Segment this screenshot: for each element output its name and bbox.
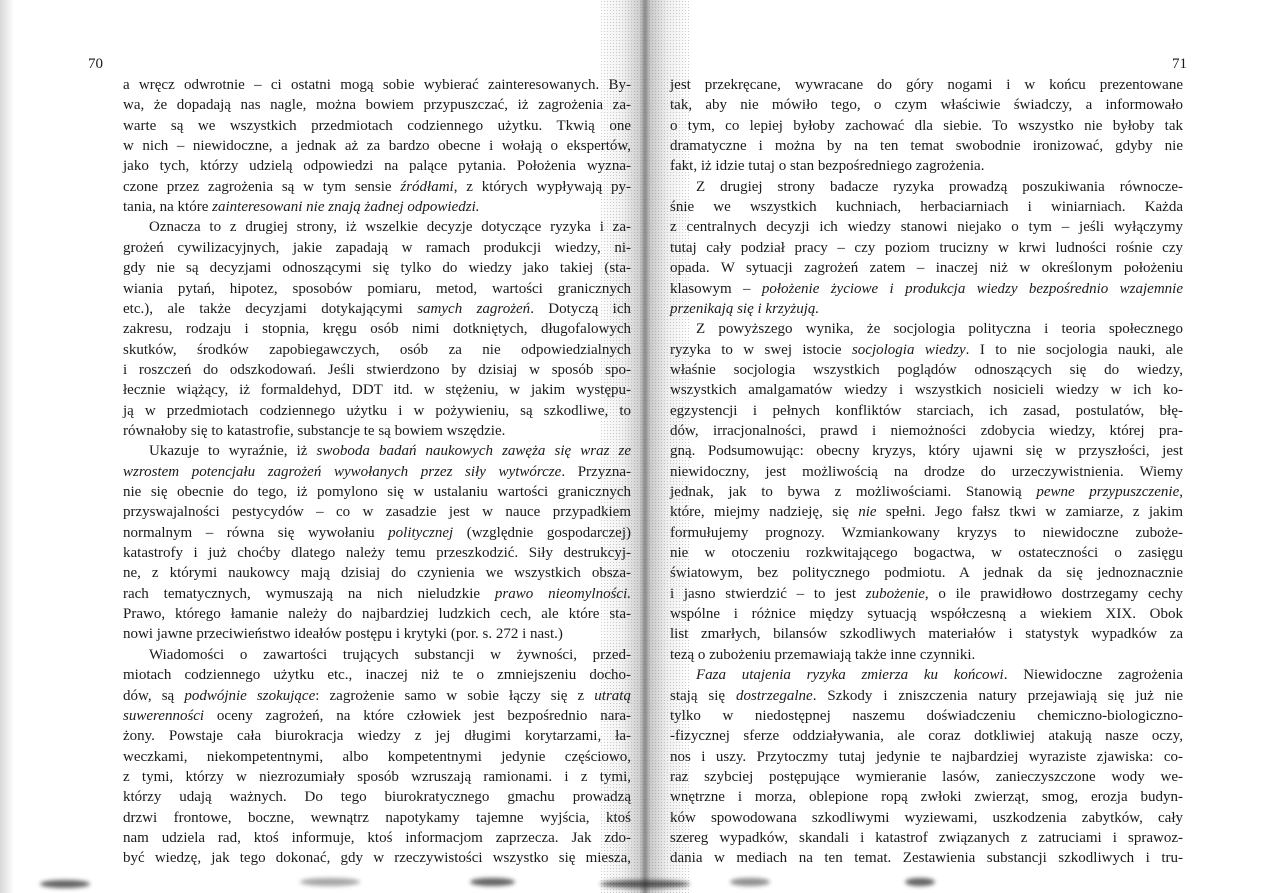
- scan-smudge: [300, 878, 360, 886]
- text-run: oceny zagrożeń, na które człowiek jest bezpośrednio nara-: [204, 707, 631, 724]
- text-line: [670, 217, 1183, 237]
- scan-smudge: [730, 878, 770, 886]
- text-line: [123, 624, 631, 644]
- scan-smudge: [40, 880, 90, 888]
- text-line: [670, 645, 1183, 665]
- text-run: weczkami, niekompetentnymi, albo kompetentnymi jedynie częściowo,: [123, 748, 631, 765]
- text-line: [123, 279, 631, 299]
- text-run: warte są we wszystkich przedmiotach codziennego użytku. Tkwią one: [123, 117, 631, 134]
- text-line: [670, 75, 1183, 95]
- text-line: [123, 319, 631, 339]
- text-line: [149, 441, 631, 461]
- text-line: [123, 75, 631, 95]
- text-run: gdy nie są decyzjami odnoszącymi się tylko do wiedzy jako takiej (sta-: [123, 260, 631, 277]
- text-line: [123, 848, 631, 868]
- text-run: opada. W sytuacji zagrożeń zatem – inaczej niż w określonym położeniu: [670, 260, 1183, 277]
- italic-text-run: dostrzegalne: [736, 687, 813, 704]
- text-line: [123, 543, 631, 563]
- italic-text-run: politycznej: [388, 524, 454, 541]
- text-run: śnie we wszystkich kuchniach, herbaciarniach i winiarniach. Każda: [670, 199, 1183, 216]
- text-run: nos i uszy. Przytoczmy tutaj jedynie te najbardziej wyraziste zjawiska: co-: [670, 748, 1183, 765]
- italic-text-run: suwerenności: [123, 707, 205, 724]
- text-run: wnętrzne i morza, oblepione ropą zwłoki zwierząt, smog, erozja budyn-: [670, 789, 1183, 806]
- text-line: [670, 828, 1183, 848]
- text-line: [670, 543, 1183, 563]
- text-run: Oznacza to z drugiej strony, iż wszelkie decyzje dotyczące ryzyka i za-: [149, 219, 631, 236]
- text-line: [696, 665, 1183, 685]
- text-line: [123, 116, 631, 136]
- text-run: nowi jawne przeciwieństwo ideałów postępu i krytyki (por. s. 272 i nast.): [123, 626, 563, 643]
- text-run: ją w przedmiotach codziennego użytku i w pożywieniu, są szkodliwe, to: [123, 402, 631, 419]
- text-run: które, miejmy nadzieję, się: [670, 504, 859, 521]
- text-line: [670, 299, 1183, 319]
- text-line: [123, 95, 631, 115]
- text-run: i roszczeń do odszkodowań. Jeśli stwierdzono by dzisiaj w sposób spo-: [123, 361, 631, 378]
- text-line: [123, 726, 631, 746]
- text-line: [670, 624, 1183, 644]
- text-run: niewidoczny, jest możliwością na drodze do urzeczywistnienia. Wiemy: [670, 463, 1183, 480]
- scan-left-edge: [0, 0, 14, 893]
- text-run: : zagrożenie samo w sobie łączy się z: [315, 687, 595, 704]
- text-run: tania, na które: [123, 199, 213, 216]
- page-number-right: 71: [1172, 56, 1187, 72]
- text-line: [123, 177, 631, 197]
- text-run: tezą o zubożeniu przemawiają także inne czynniki.: [670, 646, 976, 663]
- text-line: [670, 584, 1183, 604]
- text-line: [123, 686, 631, 706]
- text-line: [123, 665, 631, 685]
- text-line: [149, 217, 631, 237]
- text-line: [670, 482, 1183, 502]
- text-run: wa, że dopadają nas nagle, można bowiem przypuszczać, iż zagrożenia za-: [123, 97, 631, 114]
- text-run: dramatyczne i można by na ten temat swobodnie ironizować, gdyby nie: [670, 138, 1183, 155]
- text-run: katastrofy i już choćby dlatego należy temu przeszkodzić. Siły destrukcyj-: [123, 545, 631, 562]
- text-run: wspólne i różnice między sytuacją współczesną a wiekiem XIX. Obok: [670, 606, 1183, 623]
- text-line: [670, 808, 1183, 828]
- text-line: [123, 197, 631, 217]
- italic-text-run: samych zagrożeń: [417, 300, 531, 317]
- text-line: [670, 523, 1183, 543]
- text-run: normalnym – równa się wywołaniu: [123, 524, 389, 541]
- text-line: [670, 238, 1183, 258]
- text-line: [123, 136, 631, 156]
- text-line: [670, 686, 1183, 706]
- text-run: , o ile prawidłowo dostrzegamy cechy: [924, 585, 1183, 602]
- text-line: [670, 380, 1183, 400]
- text-line: [670, 279, 1183, 299]
- text-run: nie się obecnie do tego, iż pomylono się w ustalaniu wartości granicznych: [123, 484, 631, 500]
- text-line: [123, 808, 631, 828]
- text-line: [670, 726, 1183, 746]
- text-line: [670, 767, 1183, 787]
- text-run: drzwi frontowe, boczne, wewnątrz napotykamy tajemne wyjścia, ktoś: [123, 809, 631, 826]
- text-run: . Szkody i zniszczenia natury przejawiają się już nie: [812, 687, 1183, 704]
- text-line: [123, 340, 631, 360]
- text-run: , z których wypływają py-: [453, 178, 631, 195]
- text-line: [670, 604, 1183, 624]
- text-run: . Dotyczą ich: [530, 300, 631, 317]
- text-run: (względnie gospodarczej): [453, 524, 631, 541]
- text-line: [123, 258, 631, 278]
- text-line: [670, 258, 1183, 278]
- text-line: [670, 197, 1183, 217]
- text-run: a wręcz odwrotnie – ci ostatni mogą sobie wybierać zainteresowanych. By-: [123, 77, 631, 93]
- text-line: [670, 360, 1183, 380]
- italic-text-run: prawo nieomylności.: [494, 585, 631, 602]
- text-line: [123, 747, 631, 767]
- italic-text-run: przenikają się i krzyżują.: [670, 300, 820, 317]
- text-run: list zmarłych, bilansów szkodliwych materiałów i statystyk wypadków za: [670, 626, 1183, 643]
- text-run: grożeń cywilizacyjnych, jakie zapadają w ramach produkcji wiedzy, ni-: [123, 239, 631, 256]
- text-run: zakresu, rodzaju i stopnia, kręgu osób nimi dotkniętych, długofalowych: [123, 321, 631, 338]
- text-run: wszystkich amalgamatów wiedzy i wszystkich nosicieli wiedzy w ich ko-: [670, 382, 1183, 399]
- text-line: [123, 401, 631, 421]
- text-line: [670, 116, 1183, 136]
- text-line: [670, 421, 1183, 441]
- italic-text-run: położenie życiowe i produkcja wiedzy bezpośrednio wzajemnie: [761, 280, 1183, 297]
- text-run: właśnie socjologia wszystkich poglądów odnoszących się do wiedzy,: [670, 361, 1183, 378]
- text-run: spełni. Jego fałsz tkwi w zamiarze, z jakim: [876, 504, 1183, 521]
- text-run: łecznie wiążący, iż formaldehyd, DDT itd. w stężeniu, w jakim występu-: [123, 382, 631, 399]
- italic-text-run: pewne przypuszczenie: [1036, 484, 1180, 500]
- italic-text-run: podwójnie szokujące: [184, 687, 316, 704]
- italic-text-run: źródłami: [400, 178, 454, 195]
- text-run: jako tych, którzy udzielą odpowiedzi na palące pytania. Położenia wyzna-: [123, 158, 631, 175]
- text-run: gną. Podsumowując: obecny kryzys, który ujawni się w przyszłości, jest: [670, 443, 1183, 460]
- italic-text-run: swoboda badań naukowych zawęża się wraz ze: [316, 443, 631, 460]
- text-run: jest przekręcane, wywracane do góry nogami i w końcu prezentowane: [670, 77, 1183, 93]
- text-line: [670, 462, 1183, 482]
- text-run: dania w mediach na ten temat. Zestawienia substancji szkodliwych i tru-: [670, 850, 1183, 867]
- text-run: . Niewidoczne zagrożenia: [1003, 667, 1183, 684]
- text-line: [670, 848, 1183, 868]
- italic-text-run: utratą: [594, 687, 631, 704]
- text-run: czone przez zagrożenia są w tym sensie: [123, 178, 401, 195]
- text-line: [123, 787, 631, 807]
- text-line: [123, 462, 631, 482]
- text-run: formułujemy prognozy. Wzmiankowany kryzys to niewidoczne zuboże-: [670, 524, 1183, 541]
- text-run: Prawo, którego łamanie należy do najbardziej ludzkich cech, ale które sta-: [123, 606, 631, 623]
- text-run: klasowym –: [670, 280, 762, 297]
- text-line: [696, 319, 1183, 339]
- text-run: tutaj cały podział pracy – czy poziom trucizny w krwi ludności rośnie czy: [670, 239, 1183, 256]
- text-run: -fizycznej sferze oddziaływania, ale coraz dotkliwiej atakują nasze oczy,: [670, 728, 1183, 745]
- text-run: miotach codziennego użytku etc., inaczej niż te o zmniejszeniu docho-: [123, 667, 631, 684]
- text-line: [123, 156, 631, 176]
- text-run: etc.), ale także decyzjami dotykającymi: [123, 300, 418, 317]
- text-line: [670, 340, 1183, 360]
- text-line: [670, 747, 1183, 767]
- text-run: wiania pytań, hipotez, sposobów pomiaru, metod, wartości granicznych: [123, 280, 631, 297]
- text-run: nie w otoczeniu rozkwitającego bogactwa, w ostateczności o zasięgu: [670, 545, 1183, 562]
- text-run: z tymi, którzy w niezrozumiały sposób wzruszają ramionami. i z tymi,: [123, 768, 631, 785]
- text-run: raz szybciej postępujące wymieranie lasów, zanieczyszczone wody we-: [670, 768, 1183, 785]
- text-run: . I to nie socjologia nauki, ale: [965, 341, 1183, 358]
- text-run: przyswajalności pestycydów – co w zasadzie jest w nauce przypadkiem: [123, 504, 631, 521]
- text-line: [123, 380, 631, 400]
- text-run: z centralnych decyzji ich wiedzy stanowi niejako o tym – jeśli wyłączymy: [670, 219, 1183, 236]
- italic-text-run: socjologia wiedzy: [851, 341, 966, 358]
- text-run: Wiadomości o zawartości trujących substancji w żywności, przed-: [149, 646, 631, 663]
- text-run: w nich – niewidoczne, a jednak aż za bardzo obecne i wołają o ekspertów,: [123, 138, 631, 155]
- text-run: równałoby się to katastrofie, substancje te są bowiem wszędzie.: [123, 422, 506, 439]
- text-run: ,: [1179, 484, 1183, 500]
- text-line: [123, 604, 631, 624]
- text-line: [123, 584, 631, 604]
- text-line: [670, 156, 1183, 176]
- text-run: być wiedzę, jak tego dokonać, gdy w rzeczywistości wszystko się miesza,: [123, 850, 631, 867]
- text-run: ne, z którymi naukowcy mają dzisiaj do czynienia we wszystkich obsza-: [123, 565, 631, 582]
- text-run: nam udziela rad, ktoś informuje, ktoś informacjom zaprzecza. Jak zdo-: [123, 829, 631, 846]
- text-run: rach tematycznych, wymuszają na nich nieludzkie: [123, 585, 495, 602]
- text-line: [670, 136, 1183, 156]
- text-run: ków spowodowana szkodliwymi wyziewami, uszkodzenia zabytków, cały: [670, 809, 1183, 826]
- text-run: światowym, bez politycznego podmiotu. A jednak da się jednoznacznie: [670, 565, 1183, 582]
- text-run: fakt, iż idzie tutaj o stan bezpośredniego zagrożenia.: [670, 158, 985, 175]
- text-run: tak, aby nie mówiło tego, o czym właściwie świadczy, a informowało: [670, 97, 1183, 114]
- page-number-left: 70: [88, 56, 103, 72]
- text-run: skutków, środków zapobiegawczych, osób za nie odpowiedzialnych: [123, 341, 631, 358]
- text-run: szereg wypadków, skandali i katastrof związanych z zatruciami i sprawoz-: [670, 829, 1183, 846]
- text-line: [670, 95, 1183, 115]
- text-run: tylko w niedostępnej naszemu doświadczeniu chemiczno-biologiczno-: [670, 707, 1183, 724]
- text-run: egzystencji i pełnych konfliktów starciach, ich zasad, postulatów, błę-: [670, 402, 1183, 419]
- text-line: [123, 502, 631, 522]
- text-run: stają się: [670, 687, 737, 704]
- scan-smudge: [470, 878, 515, 886]
- italic-text-run: zainteresowani nie znają żadnej odpowiedzi.: [212, 199, 480, 216]
- text-line: [123, 299, 631, 319]
- text-run: żony. Powstaje cała biurokracja wiedzy z jej długimi korytarzami, ła-: [123, 728, 631, 745]
- text-run: Z powyższego wynika, że socjologia polityczna i teoria społecznego: [696, 321, 1183, 338]
- text-line: [123, 482, 631, 502]
- text-line: [123, 828, 631, 848]
- text-line: [123, 421, 631, 441]
- text-line: [123, 563, 631, 583]
- text-run: o tym, co lepiej byłoby zachować dla siebie. To wszystko nie byłoby tak: [670, 117, 1183, 134]
- text-run: dów, irracjonalności, prawd i niemożności zdobycia wiedzy, której pra-: [670, 422, 1183, 439]
- text-run: dów, są: [123, 687, 185, 704]
- text-line: [123, 706, 631, 726]
- text-run: jednak, jak to bywa z możliwościami. Stanowią: [670, 484, 1037, 500]
- text-line: [670, 563, 1183, 583]
- italic-text-run: wzrostem potencjału zagrożeń wywołanych przez siły wytwórcze: [123, 463, 562, 480]
- italic-text-run: zubożenie: [865, 585, 925, 602]
- text-line: [123, 767, 631, 787]
- text-line: [670, 502, 1183, 522]
- text-line: [123, 360, 631, 380]
- text-line: [123, 523, 631, 543]
- text-line: [670, 401, 1183, 421]
- text-run: Z drugiej strony badacze ryzyka prowadzą poszukiwania równocze-: [696, 178, 1183, 195]
- scan-smudge: [905, 878, 935, 886]
- text-run: Ukazuje to wyraźnie, iż: [149, 443, 317, 460]
- text-line: [670, 441, 1183, 461]
- text-line: [670, 706, 1183, 726]
- italic-text-run: Faza utajenia ryzyka zmierza ku końcowi: [696, 667, 1004, 684]
- text-line: [149, 645, 631, 665]
- italic-text-run: nie: [858, 504, 877, 521]
- text-line: [123, 238, 631, 258]
- text-line: [696, 177, 1183, 197]
- text-run: i jasno stwierdzić – to jest: [670, 585, 866, 602]
- text-run: ryzyka to w swej istocie: [670, 341, 852, 358]
- text-run: którzy udają ważnych. Do tego biurokratycznego gmachu prowadzą: [123, 789, 631, 806]
- scan-smudge: [600, 880, 690, 888]
- text-line: [670, 787, 1183, 807]
- text-run: . Przyzna-: [561, 463, 632, 480]
